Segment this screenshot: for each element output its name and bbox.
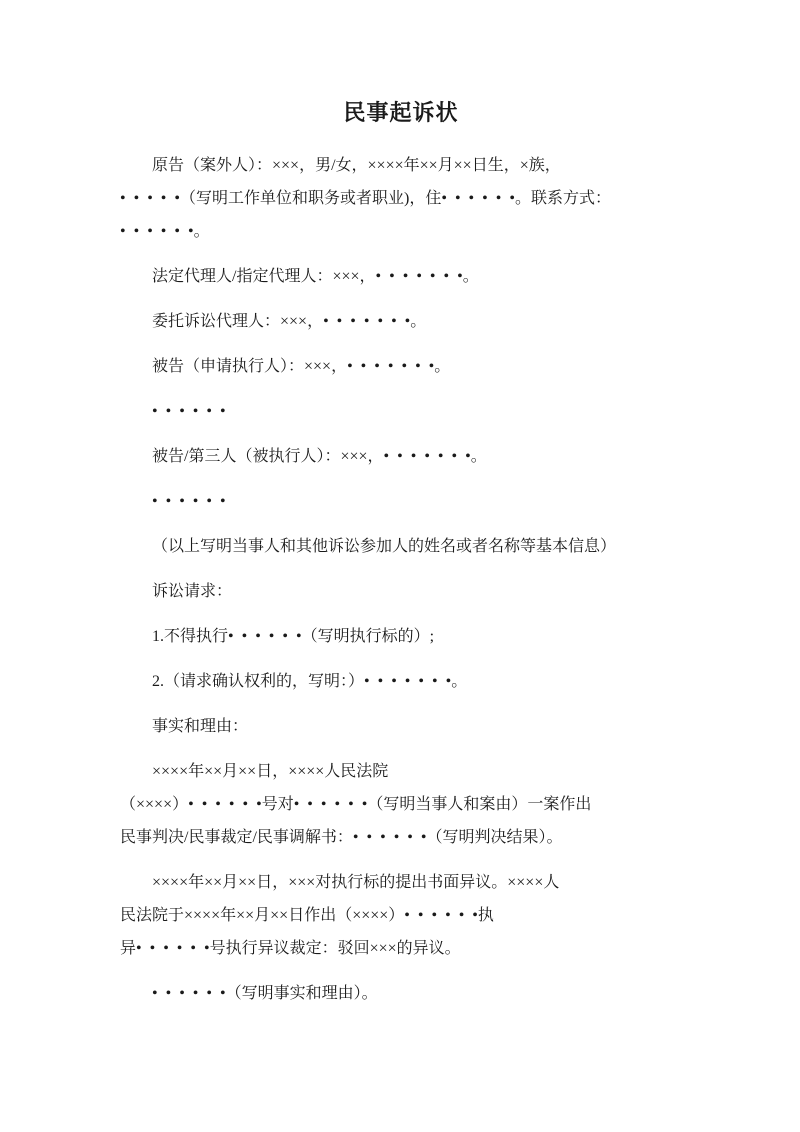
paragraph-line: 诉讼请求： (152, 583, 233, 600)
paragraph-objection-background (120, 866, 682, 965)
paragraph-ellipsis-2 (120, 485, 682, 518)
paragraph-line: 异• • • • • •号执行异议裁定：驳回×××的异议。 (120, 940, 461, 957)
paragraph-facts-ellipsis (120, 977, 682, 1010)
paragraph-defendant-applicant (120, 350, 682, 383)
paragraph-litigation-agent (120, 305, 682, 338)
paragraph-line: ××××年××月××日，×××对执行标的提出书面异议。××××人 (152, 874, 560, 891)
paragraph-line: 2.（请求确认权利的，写明：）• • • • • • •。 (152, 673, 468, 690)
paragraph-line: • • • • • • (152, 493, 226, 510)
paragraph-facts-heading (120, 710, 682, 743)
paragraph-line: 法定代理人/指定代理人：×××，• • • • • • •。 (152, 268, 479, 285)
paragraph-line: 民法院于××××年××月××日作出（××××）• • • • • •执 (120, 907, 494, 924)
paragraph-line: 事实和理由： (152, 718, 249, 735)
paragraph-line: 民事判决/民事裁定/民事调解书：• • • • • •（写明判决结果）。 (120, 829, 563, 846)
paragraph-line: （以上写明当事人和其他诉讼参加人的姓名或者名称等基本信息） (152, 538, 617, 555)
paragraph-line: 被告/第三人（被执行人）：×××，• • • • • • •。 (152, 448, 487, 465)
paragraph-line: 委托诉讼代理人：×××，• • • • • • •。 (152, 313, 427, 330)
paragraph-line: • • • • • •。 (120, 223, 210, 240)
paragraph-judgment-background (120, 755, 682, 854)
paragraph-ellipsis-1 (120, 395, 682, 428)
paragraph-claims-heading (120, 575, 682, 608)
paragraph-line: • • • • •（写明工作单位和职务或者职业)，住• • • • • •。联系方式： (120, 190, 611, 207)
document-title: 民事起诉状 (343, 100, 459, 125)
paragraph-defendant-third-party (120, 440, 682, 473)
paragraph-line: 原告（案外人）：×××，男/女，××××年××月××日生，×族， (152, 157, 561, 174)
paragraph-line: • • • • • •（写明事实和理由）。 (152, 985, 378, 1002)
paragraph-parties-note (120, 530, 682, 563)
paragraph-claim-1 (120, 620, 682, 653)
paragraph-line: • • • • • • (152, 403, 226, 420)
paragraph-claim-2 (120, 665, 682, 698)
paragraph-line: （××××）• • • • • •号对• • • • • •（写明当事人和案由）一案作出 (120, 796, 592, 813)
paragraph-line: ××××年××月××日，××××人民法院 (152, 763, 389, 780)
paragraph-plaintiff (120, 149, 682, 248)
paragraph-line: 被告（申请执行人）：×××，• • • • • • •。 (152, 358, 451, 375)
paragraph-line: 1.不得执行• • • • • •（写明执行标的）; (152, 628, 435, 645)
paragraph-legal-agent (120, 260, 682, 293)
